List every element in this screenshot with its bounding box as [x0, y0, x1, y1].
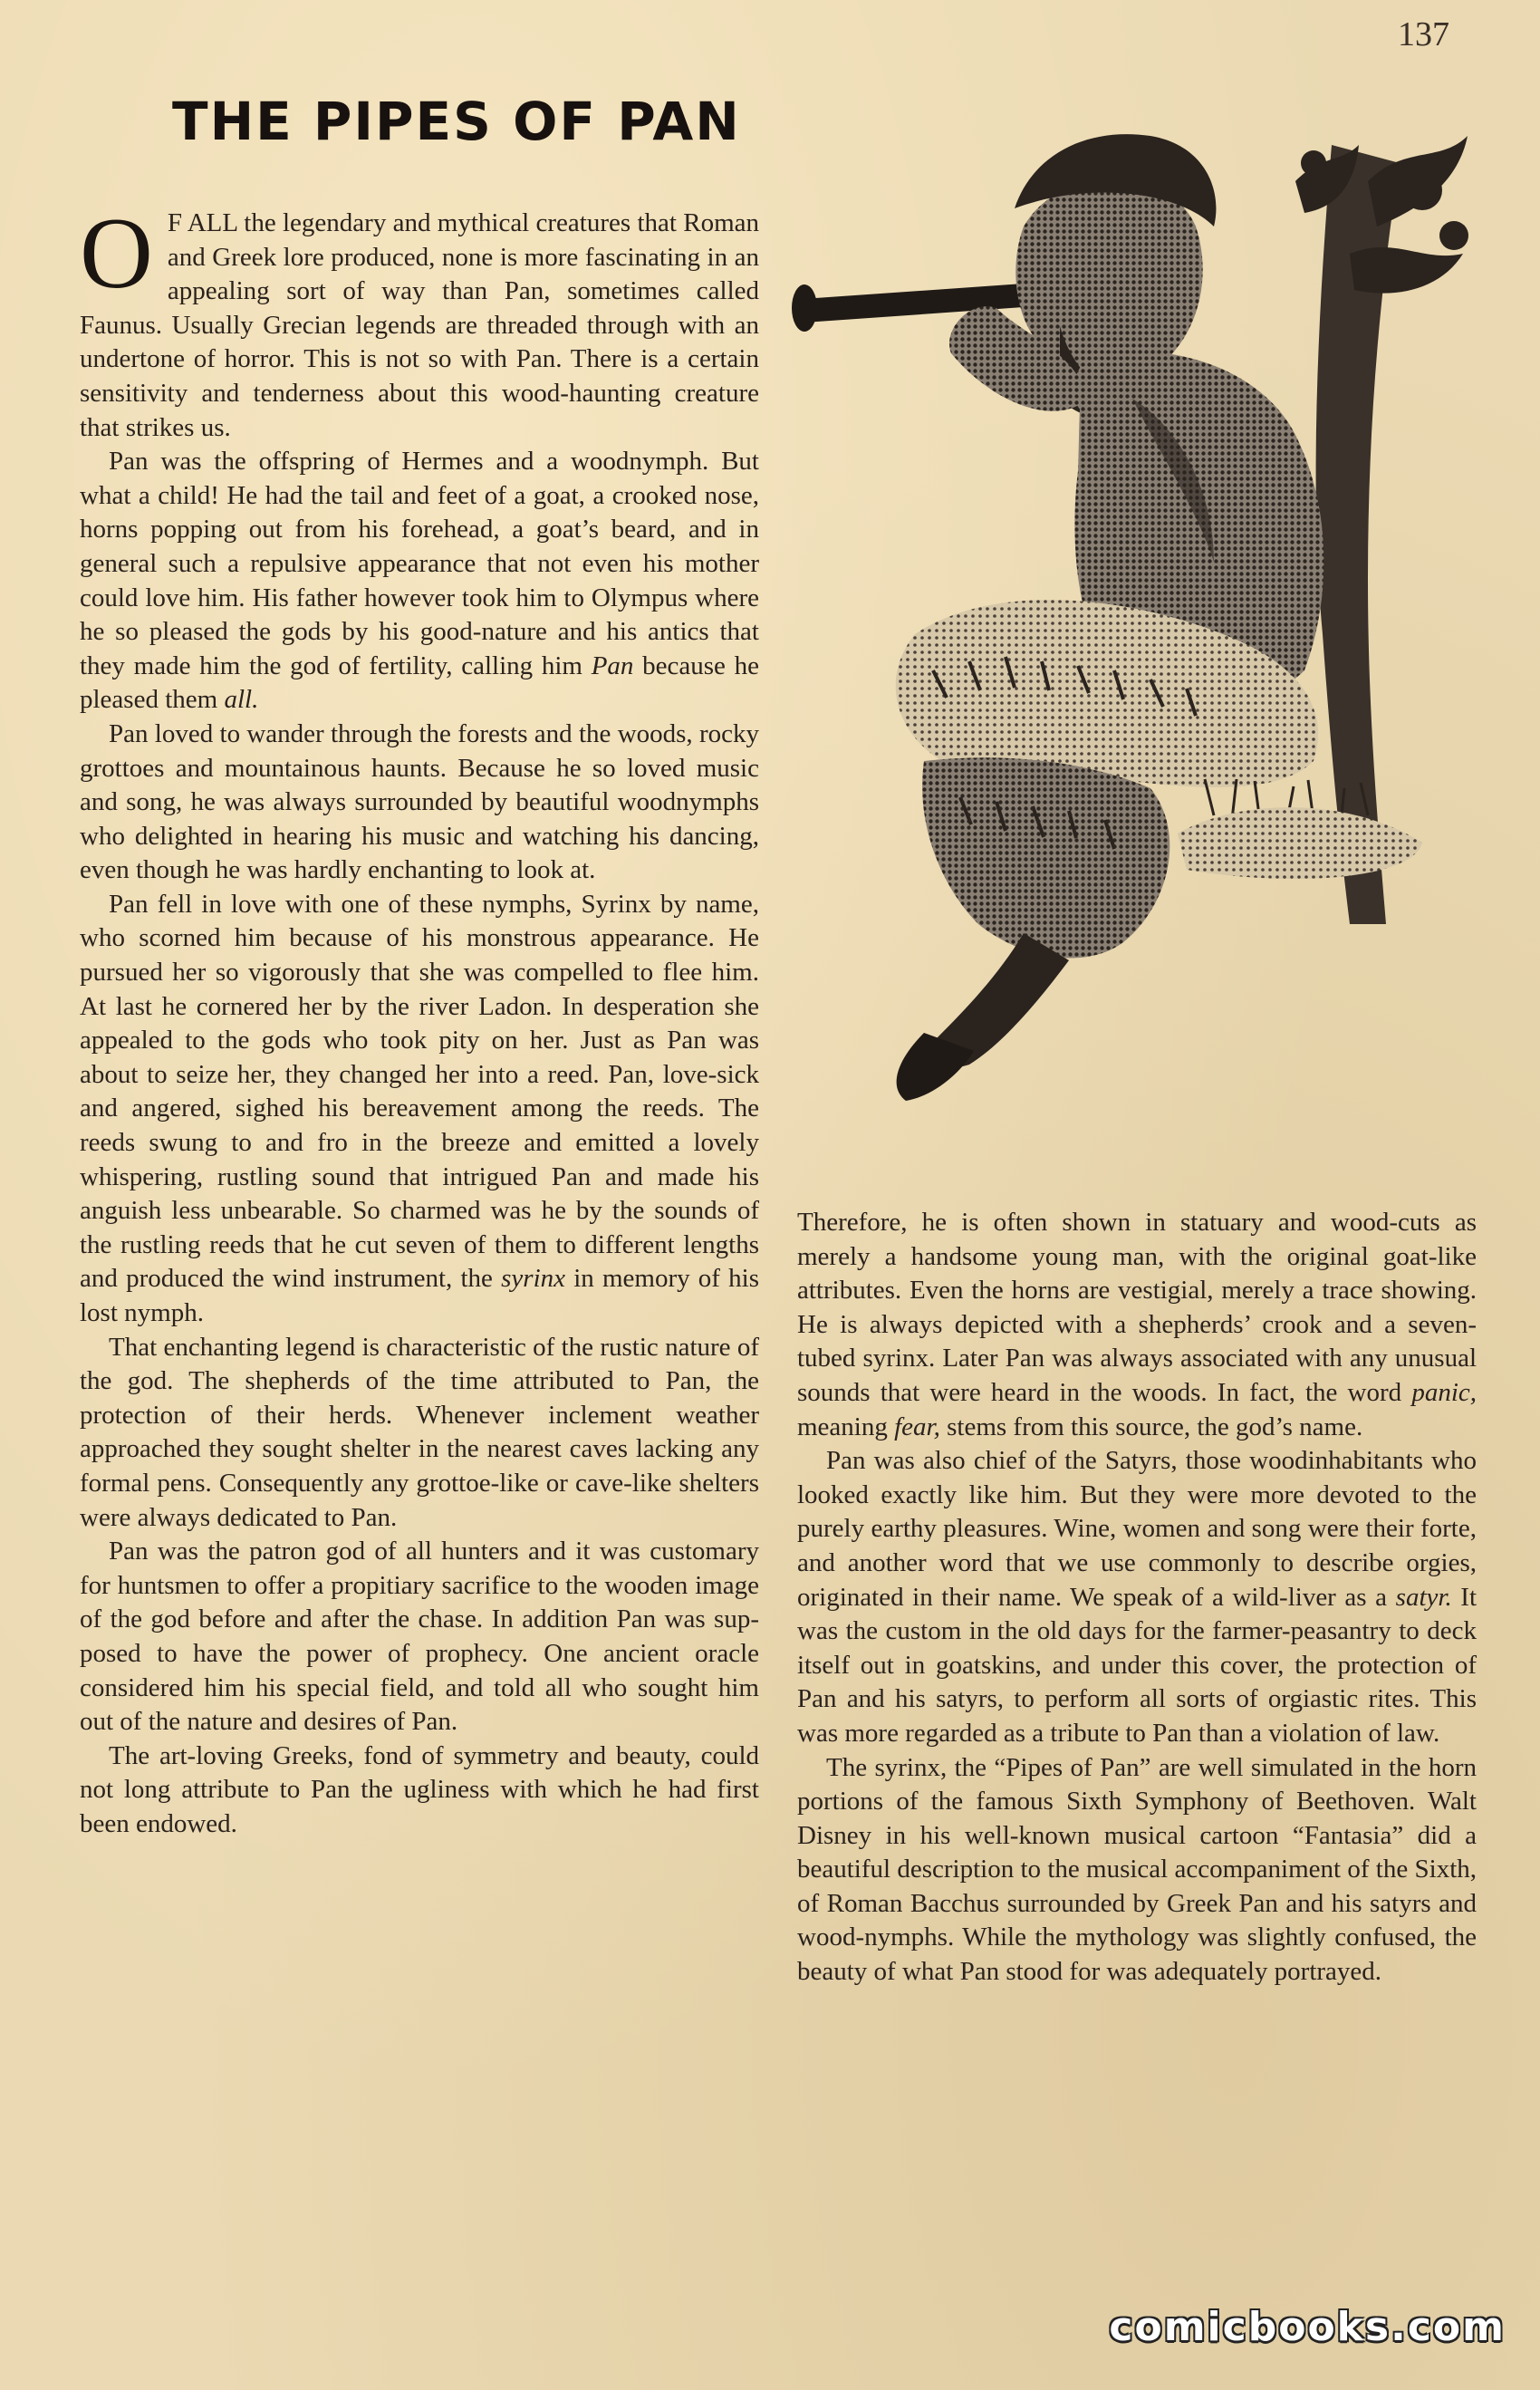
- italic-word: fear,: [894, 1412, 940, 1441]
- paragraph-text: F ALL the legendary and mythical creatures that Roman and Greek lore produced, none is more fascinating in an appealing sort of way than Pan, sometimes called Faunus. Usually Grecian legends are threaded through with an undertone of horror. This is not so with Pan. There is a certain sensitivity and tenderness about this wood-haunting creature that strikes us.: [80, 208, 759, 442]
- italic-word: satyr.: [1395, 1582, 1452, 1612]
- right-column: [797, 1206, 1477, 1990]
- italic-word: Pan: [591, 651, 634, 680]
- pan-playing-pipes-illustration: [788, 127, 1477, 1151]
- italic-word: all.: [224, 685, 259, 715]
- paragraph: The art-loving Greeks, fond of symmetry and beauty, could not long attribute to Pan the ugliness with which he had first been endowed.: [80, 1740, 759, 1838]
- paragraph: Therefore, he is often shown in statuary and wood-cuts as merely a handsome young man, with the original goat-like attributes. Even the horns are vestigial, merely a trace showing. He is always depicted with a shepherds’ crook and a seven-tubed syrinx. Later Pan was always associated with any unusual sounds that were heard in the woods. In fact, the word panic, meaning fear, stems from this source, the god’s name.: [797, 1208, 1477, 1441]
- drop-cap: O: [80, 198, 153, 310]
- paragraph: Pan was the offspring of Hermes and a woodnymph. But what a child! He had the tail and feet of a goat, a crooked nose, horns popping out from his forehead, a goat’s beard, and in general such a repulsive appearance that not even his mother could love him. His father however took him to Olympus where he so pleased the gods by his good-nature and his antics that they made him the god of fertility, calling him Pan because he pleased them all.: [80, 447, 760, 715]
- paragraph: That enchanting legend is characteristic of the rustic nature of the god. The shepherds of the time attributed to Pan, the protection of their herds. Whenever inclement weather approached they sought shelter in the nearest caves lacking any formal pens. Consequently any grottoe-like or cave-like shelters were always dedicated to Pan.: [80, 1332, 759, 1532]
- article-title: THE PIPES OF PAN: [172, 91, 741, 152]
- paragraph: Pan was the patron god of all hunters and it was customary for huntsmen to offer a propitiary sacrifice to the wooden image of the god before and after the chase. In addition Pan was supposed to have the power of prophecy. One ancient oracle considered him his special field, and told all who sought him out of the nature and desires of Pan.: [80, 1537, 759, 1737]
- paragraph: [80, 198, 759, 445]
- watermark: comicbooks.com: [1109, 2304, 1506, 2350]
- paragraph: Pan fell in love with one of these nymphs, Syrinx by name, who scorned him because of his monstrous appearance. He pursued her so vigorously that she was compelled to flee him. At last he cornered her by the river Ladon. In desperation she appealed to the gods who took pity on her. Just as Pan was about to seize her, they changed her into a reed. Pan, love-sick and angered, sighed his bereavement among the reeds. The reeds swung to and fro in the breeze and emitted a lovely whispering, rustling sound that intrigued Pan and made his anguish less unbearable. So charmed was he by the sounds of the rustling reeds that he cut seven of them to different lengths and produced the wind instrument, the syrinx in memory of his lost nymph.: [80, 889, 759, 1327]
- left-column: [80, 198, 760, 1842]
- paragraph: The syrinx, the “Pipes of Pan” are well simulated in the horn portions of the famous Sixth Symphony of Beethoven. Walt Disney in his well-known musical cartoon “Fantasia” did a beautiful description to the musical accompaniment of the Sixth, of Roman Bacchus surrounded by Greek Pan and his satyrs and wood-nymphs. While the mythology was slightly confused, the beauty of what Pan stood for was adequately portrayed.: [797, 1752, 1477, 1987]
- paragraph: Pan was also chief of the Satyrs, those woodinhabitants who looked exactly like him. But they were more devoted to the purely earthy pleasures. Wine, women and song were their forte, and another word that we use commonly to describe orgies, originated in their name. We speak of a wild-liver as a satyr. It was the custom in the old days for the farmer-peasantry to deck itself out in goatskins, and under this cover, the protection of Pan and his satyrs, to perform all sorts of orgiastic rites. This was more regarded as a tribute to Pan than a violation of law.: [797, 1446, 1477, 1748]
- italic-word: syrinx: [501, 1264, 565, 1294]
- paragraph: Pan loved to wander through the forests and the woods, rocky grottoes and mountainous haunts. Because he so loved music and song, he was always surrounded by beautiful woodnymphs who delighted in hearing his music and watching his dancing, even though he was hardly enchanting to look at.: [80, 718, 759, 885]
- italic-word: panic,: [1411, 1377, 1477, 1407]
- page-number: 137: [1398, 15, 1449, 53]
